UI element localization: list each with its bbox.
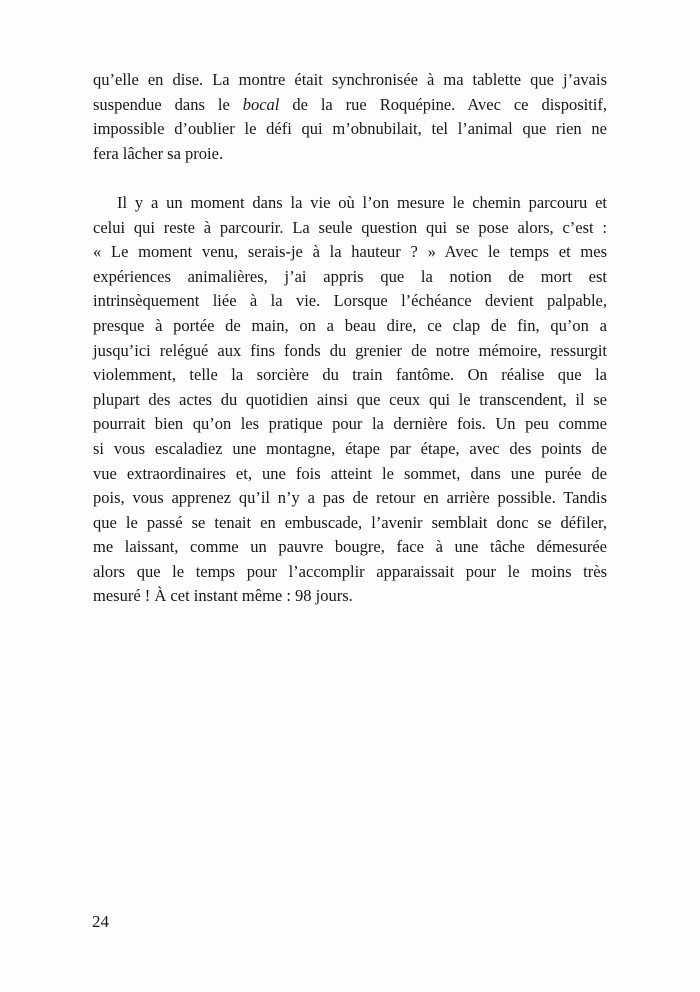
body-text: fera lâcher sa proie. <box>93 143 224 163</box>
body-text: intrinsèquement liée à la vie. Lorsque l’échéance devient palpable, <box>93 291 607 311</box>
body-text: me laissant, comme un pauvre bougre, face à une tâche démesurée <box>93 537 607 557</box>
body-text: « Le moment venu, serais-je à la hauteur ? » Avec le temps et mes <box>93 242 607 262</box>
text-line <box>93 265 607 290</box>
paragraph <box>93 68 607 166</box>
text-line <box>93 584 607 609</box>
text-line <box>93 142 607 167</box>
text-line <box>93 191 607 216</box>
text-line <box>93 412 607 437</box>
body-text: de la rue Roquépine. Avec ce dispositif, <box>279 94 607 114</box>
text-line <box>93 314 607 339</box>
text-line <box>93 437 607 462</box>
paragraph <box>93 191 607 609</box>
text-line <box>93 363 607 388</box>
body-text: plupart des actes du quotidien ainsi que ceux qui le transcendent, il se <box>93 389 607 409</box>
text-line <box>93 388 607 413</box>
text-line <box>93 289 607 314</box>
body-text: jusqu’ici relégué aux fins fonds du grenier de notre mémoire, ressurgit <box>93 340 607 360</box>
text-line <box>93 511 607 536</box>
text-line <box>93 560 607 585</box>
body-text: qu’elle en dise. La montre était synchronisée à ma tablette que j’avais <box>93 70 607 89</box>
body-text: expériences animalières, j’ai appris que la notion de mort est <box>93 266 607 286</box>
text-line <box>93 117 607 142</box>
italic-text: bocal <box>242 94 280 114</box>
page-text <box>93 68 607 609</box>
text-line <box>93 93 607 118</box>
text-line <box>93 535 607 560</box>
body-text: pourrait bien qu’on les pratique pour la dernière fois. Un peu comme <box>93 414 607 434</box>
text-line <box>93 216 607 241</box>
text-line <box>93 462 607 487</box>
body-text: violemment, telle la sorcière du train fantôme. On réalise que la <box>93 365 607 385</box>
body-text: alors que le temps pour l’accomplir apparaissait pour le moins très <box>93 561 607 581</box>
text-line <box>93 68 607 93</box>
text-line <box>93 240 607 265</box>
body-text: impossible d’oublier le défi qui m’obnubilait, tel l’animal que rien ne <box>93 119 607 139</box>
body-text: que le passé se tenait en embuscade, l’avenir semblait donc se défiler, <box>93 512 607 532</box>
body-text: vue extraordinaires et, une fois atteint le sommet, dans une purée de <box>93 463 607 483</box>
text-line <box>93 486 607 511</box>
body-text: celui qui reste à parcourir. La seule question qui se pose alors, c’est : <box>93 217 607 237</box>
body-text: pois, vous apprenez qu’il n’y a pas de retour en arrière possible. Tandis <box>93 488 607 508</box>
body-text: suspendue dans le <box>93 94 243 114</box>
page-number: 24 <box>92 912 109 931</box>
body-text: Il y a un moment dans la vie où l’on mesure le chemin parcouru et <box>117 192 607 212</box>
text-line <box>93 339 607 364</box>
body-text: presque à portée de main, on a beau dire, ce clap de fin, qu’on a <box>93 315 607 335</box>
body-text: si vous escaladiez une montagne, étape par étape, avec des points de <box>93 438 607 458</box>
body-text: mesuré ! À cet instant même : 98 jours. <box>93 586 353 606</box>
